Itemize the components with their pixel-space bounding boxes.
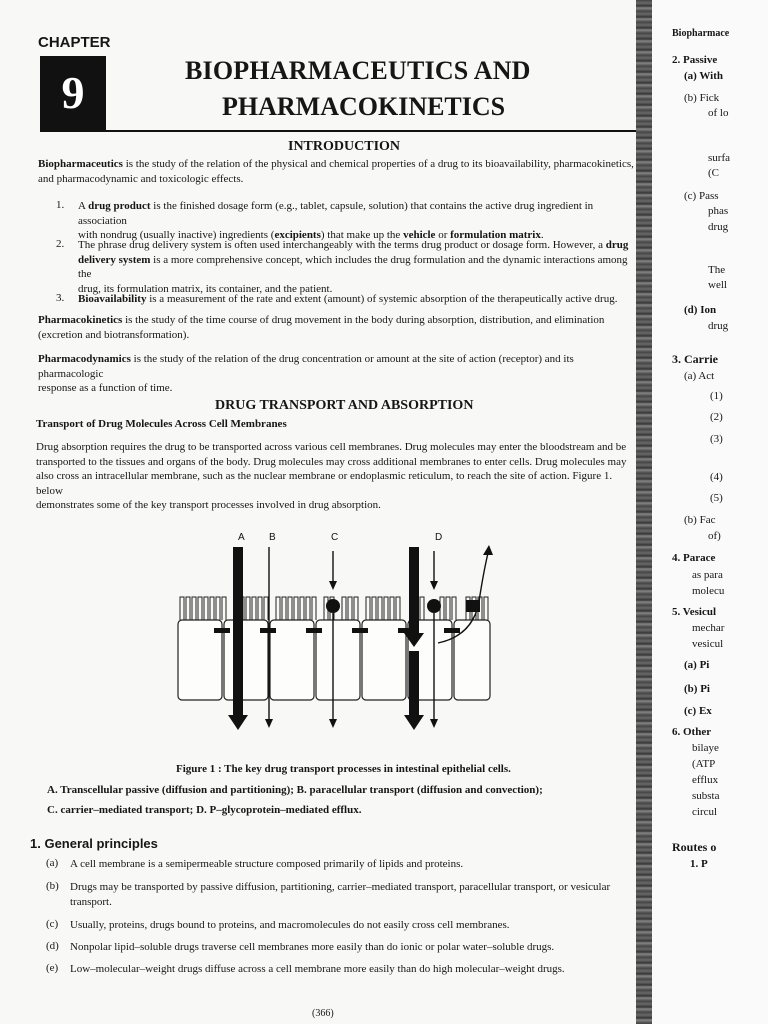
side-line: as para	[692, 569, 723, 581]
side-line: substa	[692, 790, 720, 802]
chapter-title-line1: BIOPHARMACEUTICS AND	[185, 56, 531, 85]
side-line: 4. Parace	[672, 552, 716, 564]
book-page-right-partial	[652, 0, 768, 1024]
side-line: (d) Ion	[684, 304, 717, 316]
side-line: mechar	[692, 622, 725, 634]
pathway-c-arrowhead-top	[329, 581, 337, 590]
side-header: Biopharmace	[672, 28, 730, 39]
side-line: bilaye	[692, 742, 719, 754]
side-line: (c) Ex	[684, 705, 712, 717]
drug-transport-heading: DRUG TRANSPORT AND ABSORPTION	[215, 398, 474, 413]
efflux-arrowhead	[483, 545, 493, 555]
side-line: The	[708, 264, 726, 276]
carrier-protein-c	[326, 599, 340, 613]
figure-label-d: D	[435, 532, 443, 543]
principle-d-letter: (d)	[46, 940, 59, 952]
carrier-protein-d	[427, 599, 441, 613]
side-line: circul	[692, 806, 718, 818]
principle-a: A cell membrane is a semipermeable structure composed primarily of lipids and proteins.	[70, 858, 464, 870]
transport-paragraph: Drug absorption requires the drug to be transported across various cell membranes. Drug molecules may enter the bloodstream and be transported to the tissues and organs of the body. Drug molecules may cross additional membranes to enter cells. Drug molecules may also cross an intracellular membrane, such as the nuclear membrane or endoplasmic reticulum, to reach the site of action. Figure 1. below demonstrates some of the key transport processes involved in drug absorption.	[36, 441, 627, 511]
side-line: (1)	[710, 390, 723, 402]
side-line: (b) Pi	[684, 683, 710, 695]
side-line: (a) Act	[684, 370, 715, 382]
pathway-a-arrowhead	[228, 715, 248, 730]
transport-diagram	[176, 525, 516, 750]
pathway-c-arrowhead	[329, 719, 337, 728]
principle-c-letter: (c)	[46, 918, 59, 930]
side-line: (ATP	[692, 758, 716, 770]
list-number-3: 3.	[56, 292, 65, 304]
pathway-d-arrowhead-top	[430, 581, 438, 590]
side-line: of lo	[708, 107, 729, 119]
side-line: drug	[708, 320, 729, 332]
side-line: 5. Vesicul	[672, 606, 717, 618]
pharmacokinetics-paragraph: Pharmacokinetics is the study of the time course of drug movement in the body during absorption, distribution, and elimination (excretion and biotransformation).	[38, 314, 605, 341]
side-line: (b) Fick	[684, 92, 720, 104]
figure-label-a: A	[238, 532, 245, 543]
principle-e-letter: (e)	[46, 962, 59, 974]
drug-delivery-item: The phrase drug delivery system is often used interchangeably with the terms drug product or dosage form. However, a drug delivery system is a more comprehensive concept, which includes the drug formulation and the dynamic interactions among the drug, its formulation matrix, its container, and the patient.	[78, 239, 629, 295]
principle-e: Low–molecular–weight drugs diffuse across a cell membrane more easily than do high molecular–weight drugs.	[70, 963, 565, 975]
pathway-b-arrowhead	[265, 719, 273, 728]
title-rule	[40, 130, 636, 132]
side-line: (4)	[710, 471, 723, 483]
side-line: 2. Passive	[672, 54, 718, 66]
side-line: surfa	[708, 152, 730, 164]
side-line: 6. Other	[672, 726, 712, 738]
introduction-heading: INTRODUCTION	[288, 139, 401, 154]
page-number: (366)	[312, 1008, 334, 1019]
pathway-a-arrow	[233, 547, 243, 715]
side-line: of)	[708, 530, 721, 542]
general-principles-heading: 1. General principles	[30, 836, 158, 851]
figure-label-c: C	[331, 532, 339, 543]
side-line: 3. Carrie	[672, 352, 718, 366]
side-line: (c) Pass	[684, 190, 719, 202]
transport-subheading: Transport of Drug Molecules Across Cell Membranes	[36, 418, 287, 430]
pathway-d-thick-arrow	[409, 651, 419, 715]
pharmacodynamics-paragraph: Pharmacodynamics is the study of the relation of the drug concentration or amount at the site of action (receptor) and its pharmacologic response as a function of time.	[38, 353, 574, 394]
side-line: efflux	[692, 774, 719, 786]
side-line: well	[708, 279, 727, 291]
drug-product-item: A drug product is the finished dosage form (e.g., tablet, capsule, solution) that contains the active drug ingredient in association with nondrug (usually inactive) ingredients (excipients) that make up the vehicle or formulation matrix.	[78, 200, 594, 241]
principle-c: Usually, proteins, drugs bound to proteins, and macromolecules do not easily cross cell membranes.	[70, 919, 510, 931]
side-line: 1. P	[690, 858, 708, 870]
side-line: (5)	[710, 492, 723, 504]
pathway-d-thick-arrowhead	[404, 715, 424, 730]
list-number-2: 2.	[56, 238, 65, 250]
side-line: (b) Fac	[684, 514, 716, 526]
book-binding-shadow	[636, 0, 652, 1024]
biopharmaceutics-paragraph: Biopharmaceutics is the study of the relation of the physical and chemical properties of a drug to its bioavailability, pharmacokinetics, and pharmacodynamic and toxicologic effects.	[38, 158, 634, 185]
list-number-1: 1.	[56, 199, 65, 211]
figure-caption-line2: A. Transcellular passive (diffusion and partitioning); B. paracellular transport (diffusion and convection);	[47, 784, 543, 796]
pathway-d-arrowhead	[430, 719, 438, 728]
side-line: molecu	[692, 585, 725, 597]
side-line: (3)	[710, 433, 723, 445]
side-line: Routes o	[672, 840, 717, 854]
figure-caption-line3: C. carrier–mediated transport; D. P–glycoprotein–mediated efflux.	[47, 804, 362, 816]
side-line: (2)	[710, 411, 723, 423]
pathway-d-thick-arrow-top	[409, 547, 419, 637]
principle-b: Drugs may be transported by passive diffusion, partitioning, carrier–mediated transport, paracellular transport, or vesicular transport.	[70, 881, 611, 908]
bioavailability-item: Bioavailability is a measurement of the rate and extent (amount) of systemic absorption of the therapeutically active drug.	[78, 293, 618, 305]
chapter-title-line2: PHARMACOKINETICS	[222, 92, 506, 121]
chapter-label: CHAPTER	[38, 34, 111, 51]
side-line: vesicul	[692, 638, 724, 650]
principle-d: Nonpolar lipid–soluble drugs traverse cell membranes more easily than do ionic or polar water–soluble drugs.	[70, 941, 555, 953]
side-line: (a) With	[684, 70, 724, 82]
figure-label-b: B	[269, 532, 276, 543]
side-line: (a) Pi	[684, 659, 710, 671]
principle-a-letter: (a)	[46, 857, 59, 869]
side-line: phas	[708, 205, 729, 217]
figure-caption: Figure 1 : The key drug transport processes in intestinal epithelial cells.	[176, 763, 511, 775]
principle-b-letter: (b)	[46, 880, 59, 892]
chapter-number: 9	[40, 56, 106, 130]
side-line: drug	[708, 221, 729, 233]
side-line: (C	[708, 167, 719, 179]
